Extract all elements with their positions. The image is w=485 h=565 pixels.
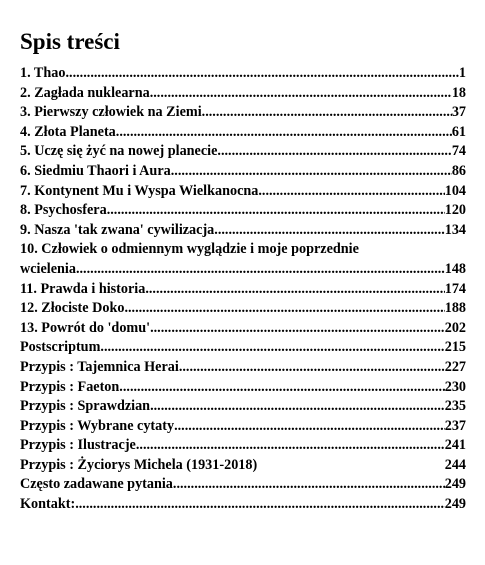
page-title: Spis treści [20, 29, 120, 54]
toc-entry-title: Często zadawane pytania [20, 476, 173, 493]
dot-leader [173, 475, 445, 495]
toc-entry-title: 2. Zagłada nuklearna [20, 84, 150, 101]
dot-leader [217, 142, 451, 162]
toc-entry-page: 188 [444, 300, 466, 317]
toc-entry [20, 319, 466, 339]
toc-entry-page: 244 [444, 456, 466, 473]
toc-entry-page: 202 [444, 319, 466, 336]
dot-leader [150, 397, 445, 417]
toc-entry [20, 64, 466, 84]
dot-leader [107, 201, 445, 221]
toc-entry [20, 162, 466, 182]
toc-entry [20, 280, 466, 300]
toc-entry-title-line1: 10. Człowiek o odmiennym wyglądzie i moje poprzednie [20, 241, 359, 258]
toc-entry-page: 215 [444, 339, 466, 356]
toc-entry-page: 241 [444, 437, 466, 454]
dot-leader [75, 495, 445, 515]
toc-entry-title: 5. Uczę się żyć na nowej planecie [20, 143, 218, 160]
toc-entry-title: 1. Thao [20, 65, 66, 81]
toc-entry [20, 338, 466, 358]
toc-entry [20, 475, 466, 495]
toc-entry [20, 221, 466, 241]
toc-entry-page: 120 [444, 202, 466, 219]
toc-entry [20, 182, 466, 202]
toc-entry-title: Kontakt: [20, 496, 76, 513]
toc-entry-title: Przypis : Życiorys Michela (1931-2018) [20, 456, 261, 473]
toc-entry [20, 378, 466, 398]
toc-entry-page: 235 [444, 398, 466, 415]
toc-entry [20, 299, 466, 319]
toc-entry-title: 13. Powrót do 'domu' [20, 319, 151, 336]
toc-entry-page: 86 [451, 162, 466, 179]
toc-entry-page: 61 [451, 123, 466, 140]
toc-entry [20, 201, 466, 221]
toc-entry-page: 148 [444, 260, 466, 277]
toc-entry-page: 134 [444, 221, 466, 238]
toc-entry-title: Postscriptum [20, 339, 101, 356]
dot-leader [214, 221, 444, 241]
dot-leader [100, 338, 444, 358]
toc-entry-page: 237 [444, 417, 466, 434]
toc-entry-page: 104 [444, 182, 466, 199]
toc-entry [20, 103, 466, 123]
dot-leader [119, 378, 444, 398]
dot-leader [171, 162, 452, 182]
toc-entry-title: 8. Psychosfera [20, 202, 107, 219]
toc-entry-page: 74 [451, 143, 466, 160]
toc-entry-title: 4. Złota Planeta [20, 123, 116, 140]
toc-entry-page: 174 [444, 280, 466, 297]
toc-entry [20, 358, 466, 378]
toc-entry-title: 12. Złociste Doko [20, 300, 125, 317]
toc-entry-title: 7. Kontynent Mu i Wyspa Wielkanocna [20, 182, 259, 199]
toc-entry [20, 456, 466, 476]
toc-entry [20, 397, 466, 417]
dot-leader [145, 280, 444, 300]
toc-entry [20, 142, 466, 162]
dot-leader [124, 299, 444, 319]
dot-leader [65, 64, 458, 84]
toc-entry [20, 436, 466, 456]
dot-leader [202, 103, 452, 123]
toc-entry-page: 1 [458, 65, 466, 81]
toc-entry-page: 249 [444, 476, 466, 493]
toc-entry-page: 18 [451, 84, 466, 101]
dot-leader [116, 123, 452, 143]
toc-entry [20, 240, 466, 279]
dot-leader [258, 182, 444, 202]
toc-entry-title: Przypis : Tajemnica Herai [20, 358, 179, 375]
dot-leader [76, 260, 445, 280]
toc-entry [20, 123, 466, 143]
toc-entry-title: 9. Nasza 'tak zwana' cywilizacja [20, 221, 215, 238]
dot-leader [150, 319, 445, 339]
toc-entry-page: 249 [444, 496, 466, 513]
toc-entry-title-line2: wcielenia [20, 260, 76, 277]
dot-leader [136, 436, 445, 456]
toc-entry [20, 417, 466, 437]
toc-entry-title: Przypis : Ilustracje [20, 437, 136, 454]
toc-entry [20, 84, 466, 104]
dot-leader [150, 84, 452, 104]
dot-leader [179, 358, 445, 378]
toc-entry-title: 11. Prawda i historia [20, 280, 146, 297]
toc-entry-title: Przypis : Wybrane cytaty [20, 417, 175, 434]
toc-entry [20, 495, 466, 515]
toc-entry-title: 6. Siedmiu Thaori i Aura [20, 162, 171, 179]
table-of-contents [20, 64, 466, 515]
toc-entry-page: 37 [451, 104, 466, 121]
dot-leader [174, 417, 445, 437]
toc-entry-page: 227 [444, 358, 466, 375]
toc-entry-title: 3. Pierwszy człowiek na Ziemi [20, 104, 202, 121]
toc-entry-title: Przypis : Faeton [20, 378, 120, 395]
toc-entry-title: Przypis : Sprawdzian [20, 398, 151, 415]
toc-entry-page: 230 [444, 378, 466, 395]
